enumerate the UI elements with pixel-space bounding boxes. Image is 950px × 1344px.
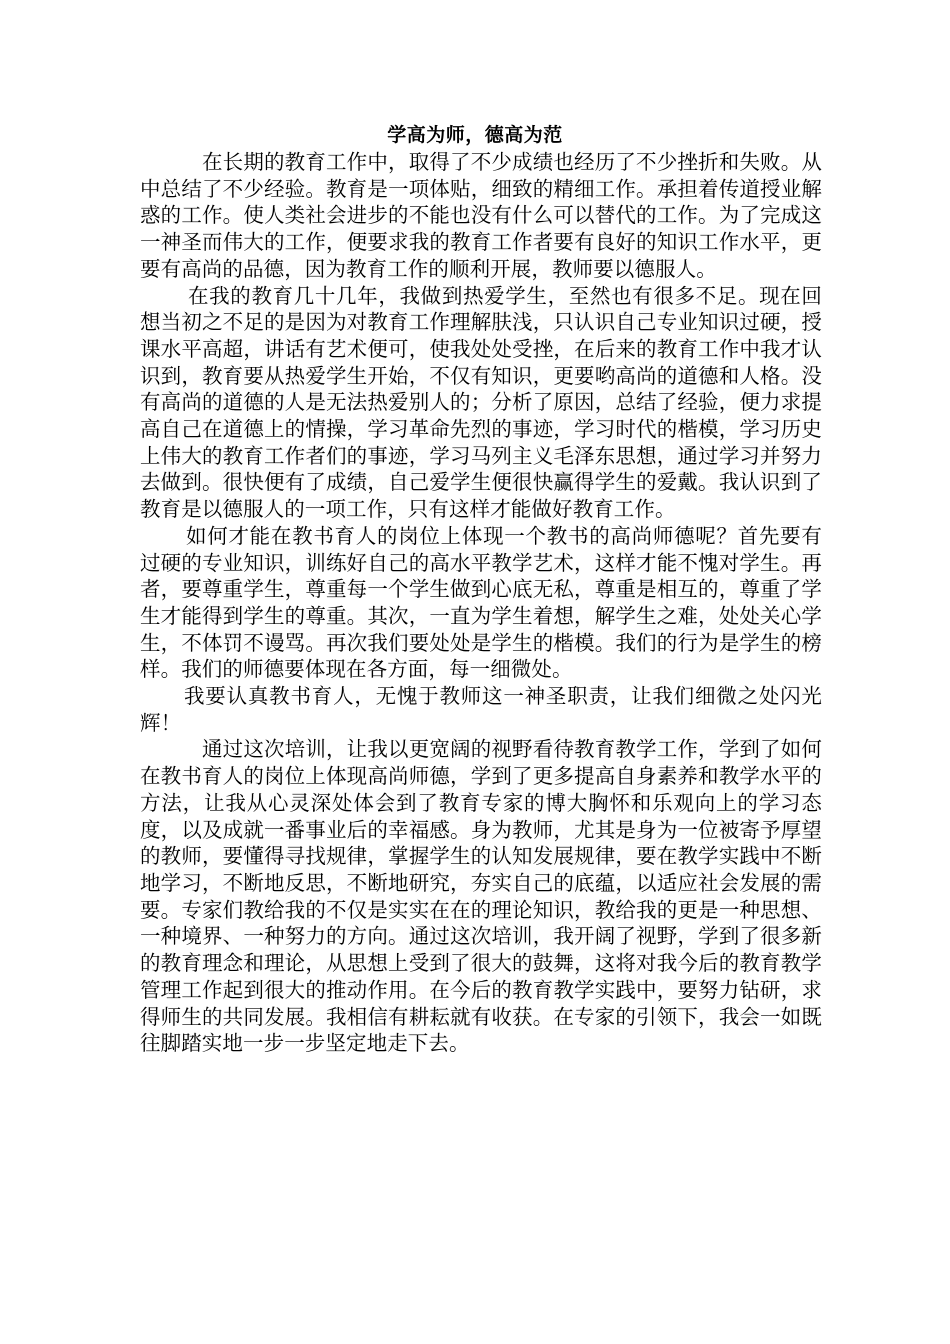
- document-body: [140, 149, 822, 1057]
- document-title: 学高为师，德高为范: [387, 124, 563, 146]
- paragraph-2: 在我的教育几十几年，我做到热爱学生，至然也有很多不足。现在回想当初之不足的是因为对教育工作理解肤浅，只认识自己专业知识过硬，授课水平高超，讲话有艺术便可，使我处处受挫，在后来的教育工作中我才认识到，教育要从热爱学生开始，不仅有知识，更要哟高尚的道德和人格。没有高尚的道德的人是无法热爱别人的；分析了原因，总结了经验，便力求提高自己在道德上的情操，学习革命先烈的事迹，学习时代的楷模，学习历史上伟大的教育工作者们的事迹，学习马列主义毛泽东思想，通过学习并努力去做到。很快便有了成绩，自己爱学生便很快赢得学生的爱戴。我认识到了教育是以德服人的一项工作，只有这样才能做好教育工作。: [140, 283, 822, 522]
- paragraph-4: 我要认真教书育人，无愧于教师这一神圣职责，让我们细微之处闪光辉！: [140, 684, 822, 735]
- paragraph-5: 通过这次培训，让我以更宽阔的视野看待教育教学工作，学到了如何在教书育人的岗位上体现高尚师德，学到了更多提高自身素养和教学水平的方法，让我从心灵深处体会到了教育专家的博大胸怀和乐观向上的学习态度，以及成就一番事业后的幸福感。身为教师，尤其是身为一位被寄予厚望的教师，要懂得寻找规律，掌握学生的认知发展规律，要在教学实践中不断地学习，不断地反思，不断地研究，夯实自己的底蕴，以适应社会发展的需要。专家们教给我的不仅是实实在在的理论知识，教给我的更是一种思想、一种境界、一种努力的方向。通过这次培训，我开阔了视野，学到了很多新的教育理念和理论，从思想上受到了很大的鼓舞，这将对我今后的教育教学管理工作起到很大的推动作用。在今后的教育教学实践中，要努力钻研，求得师生的共同发展。我相信有耕耘就有收获。在专家的引领下，我会一如既往脚踏实地一步一步坚定地走下去。: [140, 737, 822, 1056]
- paragraph-3: 如何才能在教书育人的岗位上体现一个教书的高尚师德呢？首先要有过硬的专业知识，训练好自己的高水平教学艺术，这样才能不愧对学生。再者，要尊重学生，尊重每一个学生做到心底无私，尊重是相互的，尊重了学生才能得到学生的尊重。其次，一直为学生着想，解学生之难，处处关心学生，不体罚不谩骂。再次我们要处处是学生的楷模。我们的行为是学生的榜样。我们的师德要体现在各方面，每一细微处。: [140, 523, 822, 682]
- paragraph-1: 在长期的教育工作中，取得了不少成绩也经历了不少挫折和失败。从中总结了不少经验。教育是一项体贴，细致的精细工作。承担着传道授业解惑的工作。使人类社会进步的不能也没有什么可以替代的工作。为了完成这一神圣而伟大的工作，便要求我的教育工作者要有良好的知识工作水平，更要有高尚的品德，因为教育工作的顺利开展，教师要以德服人。: [140, 150, 822, 281]
